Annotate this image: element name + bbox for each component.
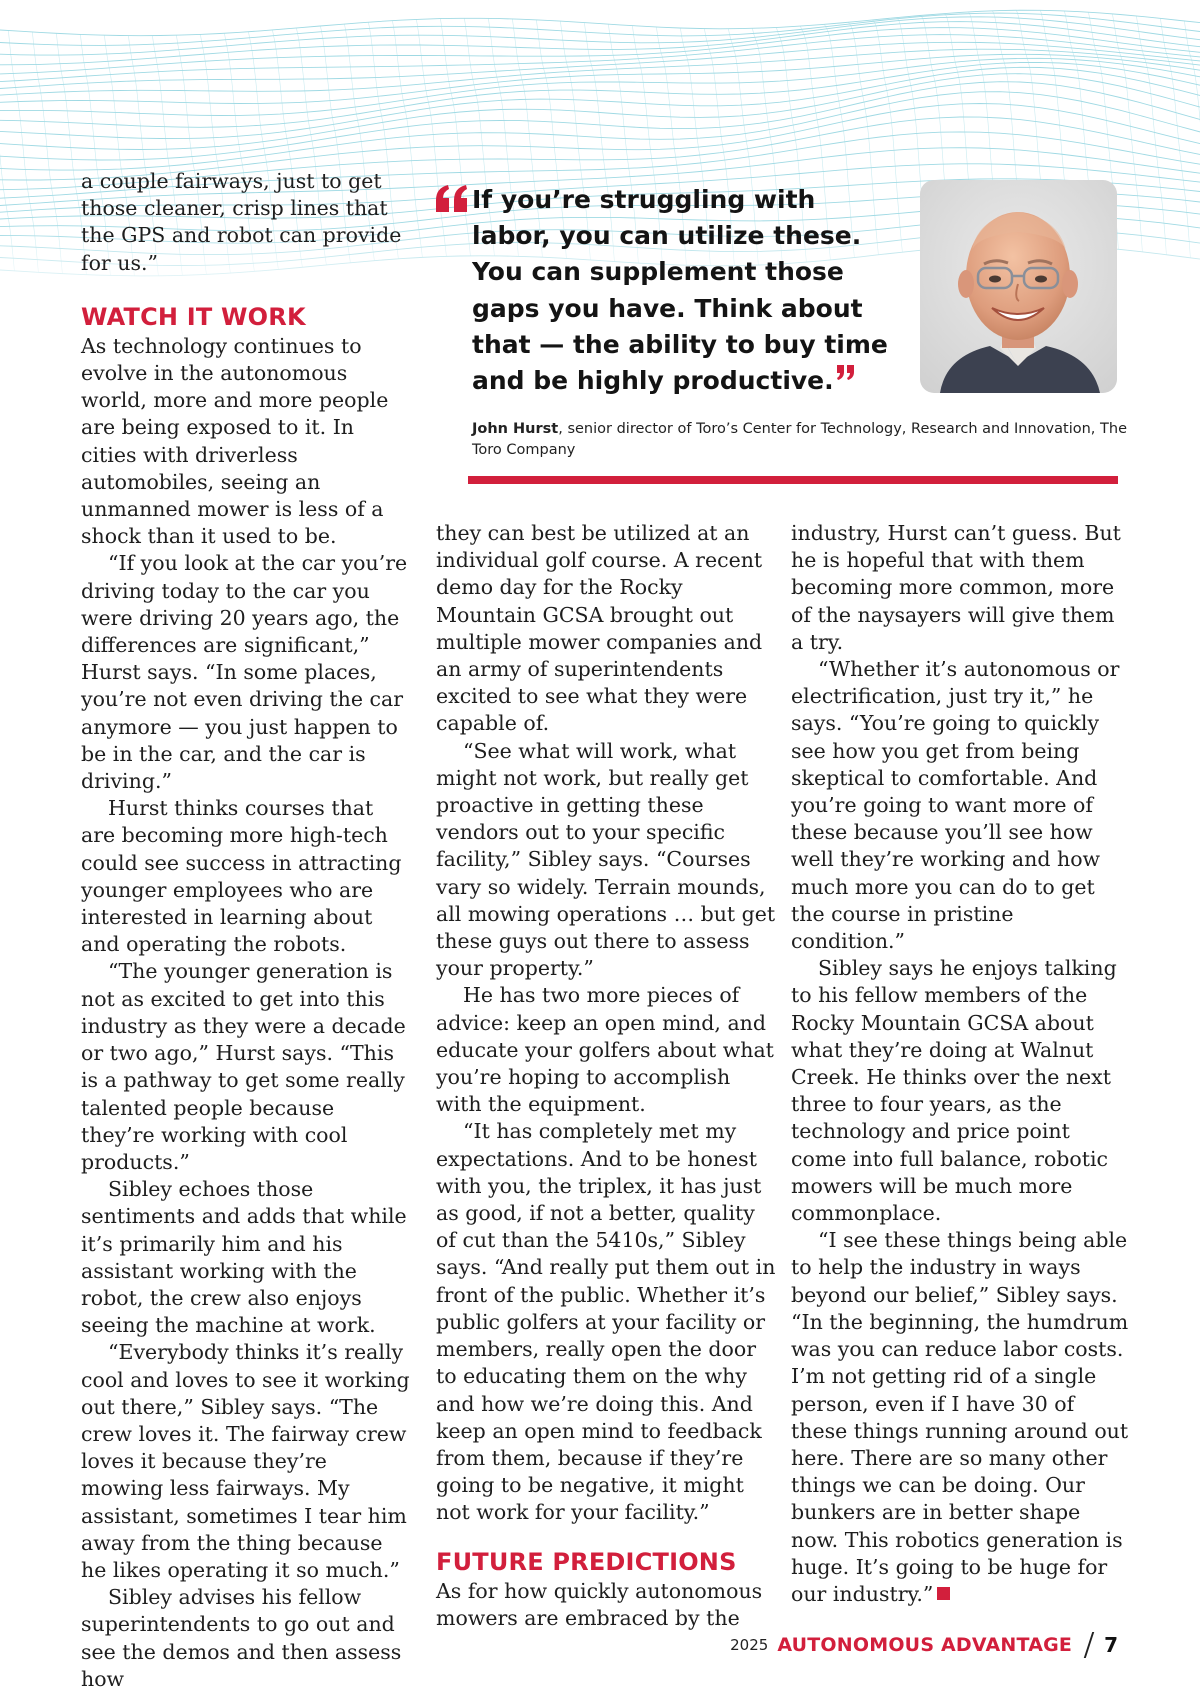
footer-year: 2025 [730,1636,769,1654]
close-quote-icon [836,365,856,381]
paragraph: “See what will work, what might not work, but really get proactive in getting these vendors out to your specific facility,” Sibley says. “Courses vary so widely. Terrain mounds, all mowing operations … but get these guys out there to assess your property.” [436,738,776,981]
open-quote-icon [434,184,470,214]
paragraph: “If you look at the car you’re driving today to the car you were driving 20 years ago, the differences are significant,” Hurst says. “In some places, you’re not even driving the car anymore — you just happen to be in the car, and the car is driving.” [81,551,408,794]
paragraph: Sibley echoes those sentiments and adds that while it’s primarily him and his assistant working with the robot, the crew also enjoys seeing the machine at work. [81,1177,407,1338]
paragraph: a couple fairways, just to get those cleaner, crisp lines that the GPS and robot can provide for us.” [81,169,402,275]
paragraph: they can best be utilized at an individual golf course. A recent demo day for the Rocky Mountain GCSA brought out multiple mower companies and an army of superintendents excited to see what they were capable of. [436,521,763,736]
attribution-title: , senior director of Toro’s Center for Technology, Research and Innovation, The Toro Company [472,421,1127,458]
article-column-3 [791,520,1131,1608]
quote-attribution [472,419,1132,461]
paragraph: As technology continues to evolve in the autonomous world, more and more people are being exposed to it. In cities with driverless automobiles, seeing an unmanned mower is less of a shock than it used to be. [81,333,389,549]
article-column-1 [81,168,411,1693]
portrait-illustration [920,180,1117,393]
section-heading-watch-it-work: WATCH IT WORK [81,302,306,331]
end-mark-square [937,1587,950,1600]
quote-divider [468,476,1118,484]
paragraph: As for how quickly autonomous mowers are embraced by the [436,1578,763,1630]
portrait-photo [920,180,1117,393]
paragraph: “It has completely met my expectations. And to be honest with you, the triplex, it has just as good, if not a better, quality of cut than the 5410s,” Sibley says. “And really put them out in front of the public. Whether it’s public golfers at your facility or members, really open the door to educating them on the why and how we’re doing this. And keep an open mind to feedback from them, because if they’re going to be negative, it might not work for your facility.” [436,1119,776,1525]
pull-quote-text [472,182,902,399]
pull-quote-body: If you’re struggling with labor, you can utilize these. You can supplement those gaps you have. Think about that — the ability to buy time and be highly productive. [472,185,888,396]
paragraph: He has two more pieces of advice: keep an open mind, and educate your golfers about what you’re hoping to accomplish with the equipment. [436,983,774,1117]
attribution-name: John Hurst [472,421,559,437]
paragraph: “Everybody thinks it’s really cool and loves to see it working out there,” Sibley says. “The crew loves it. The fairway crew loves it because they’re mowing less fairways. My assistant, sometimes I tear him away from the thing because he likes operating it so much.” [81,1340,410,1582]
paragraph: industry, Hurst can’t guess. But he is hopeful that with them becoming more common, more of the naysayers will give them a try. [791,521,1121,654]
page-number: 7 [1104,1633,1118,1657]
footer-magazine-title: AUTONOMOUS ADVANTAGE [777,1634,1073,1656]
paragraph-text: “I see these things being able to help the industry in ways beyond our belief,” Sibley says. “In the beginning, the humdrum was you can reduce labor costs. I’m not getting rid of a single person, even if I have 30 of these things running around out here. There are so many other things we can be doing. Our bunkers are in better shape now. This robotics generation is huge. It’s going to be huge for our industry.” [791,1228,1129,1606]
paragraph: “The younger generation is not as excited to get into this industry as they were a decade or two ago,” Hurst says. “This is a pathway to get some really talented people because they’re working with cool products.” [81,959,406,1174]
paragraph: Sibley says he enjoys talking to his fellow members of the Rocky Mountain GCSA about what they’re doing at Walnut Creek. He thinks over the next three to four years, as the technology and price point come into full balance, robotic mowers will be much more commonplace. [791,956,1117,1226]
footer-divider [1084,1632,1094,1658]
paragraph: Hurst thinks courses that are becoming more high-tech could see success in attracting younger employees who are interested in learning about and operating the robots. [81,796,402,957]
paragraph: Sibley advises his fellow superintendents to go out and see the demos and then assess how [81,1585,402,1691]
section-heading-future-predictions: FUTURE PREDICTIONS [436,1547,737,1576]
paragraph: “Whether it’s autonomous or electrification, just try it,” he says. “You’re going to quickly see how you get from being skeptical to comfortable. And you’re going to want more of these because you’ll see how well they’re working and how much more you can do to get the course in pristine condition.” [791,657,1120,954]
page-footer [730,1630,1118,1660]
article-column-2 [436,520,776,1632]
paragraph [791,1227,1131,1608]
